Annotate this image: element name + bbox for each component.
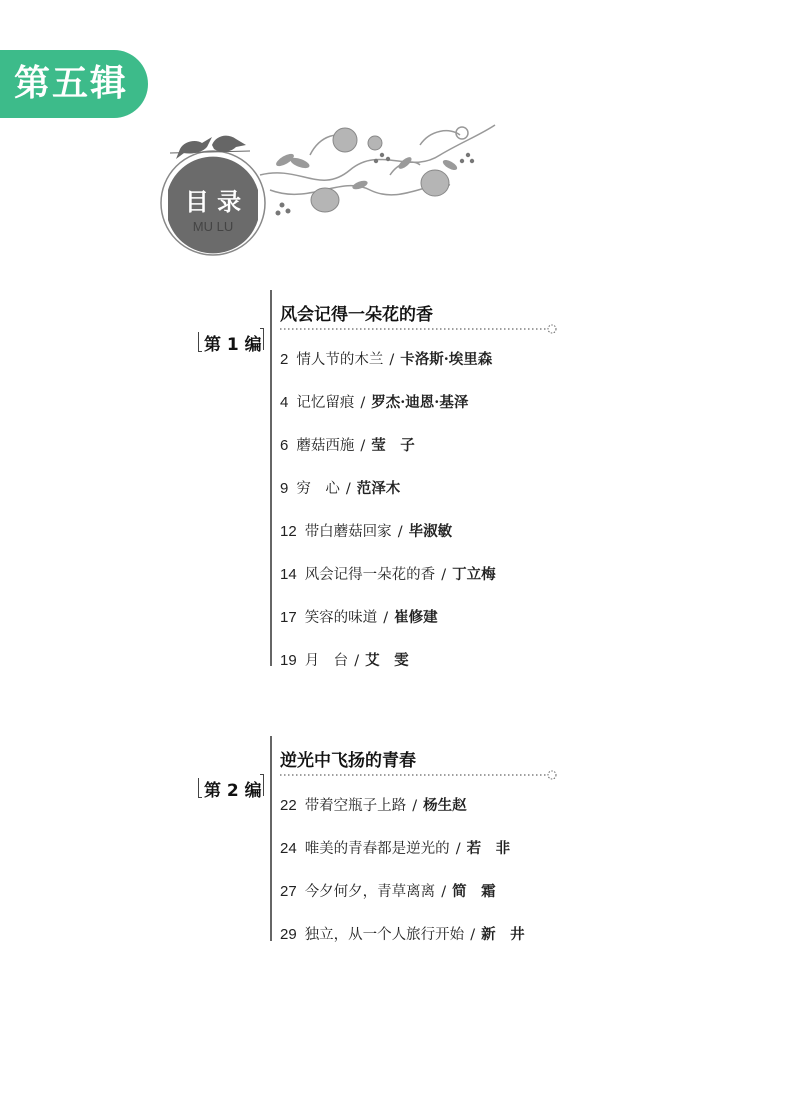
toc-entry[interactable]: 17 笑容的味道 / 崔修建 bbox=[280, 609, 438, 626]
entry-title: 今夕何夕，青草离离 bbox=[304, 884, 436, 900]
entry-title: 穷 心 bbox=[296, 481, 340, 497]
entry-author: 丁立梅 bbox=[452, 566, 496, 583]
entry-title: 笑容的味道 bbox=[304, 610, 378, 626]
entry-author: 毕淑敏 bbox=[408, 523, 453, 540]
page-number: 6 bbox=[280, 437, 289, 454]
toc-entry[interactable]: 22 带着空瓶子上路 / 杨生赵 bbox=[280, 797, 467, 814]
page-number: 9 bbox=[280, 480, 289, 497]
toc-entry[interactable]: 24 唯美的青春都是逆光的 / 若 非 bbox=[280, 840, 511, 857]
section-badge-label: 第 1 编 bbox=[204, 335, 262, 355]
page-number: 27 bbox=[280, 883, 297, 900]
toc-entry[interactable]: 6 蘑菇西施 / 莹 子 bbox=[280, 437, 415, 454]
toc-entry[interactable]: 14 风会记得一朵花的香 / 丁立梅 bbox=[280, 566, 496, 583]
volume-tab: 第五辑 bbox=[0, 50, 148, 118]
entry-title: 风会记得一朵花的香 bbox=[304, 567, 436, 583]
entry-title: 情人节的木兰 bbox=[296, 352, 384, 368]
section-title: 风会记得一朵花的香 bbox=[280, 305, 433, 325]
section-badge bbox=[190, 774, 268, 800]
entry-author: 崔修建 bbox=[394, 609, 438, 626]
entry-author: 新 井 bbox=[481, 926, 525, 943]
entry-title: 唯美的青春都是逆光的 bbox=[304, 841, 450, 857]
section-divider-line bbox=[270, 736, 272, 941]
entry-author: 卡洛斯·埃里森 bbox=[400, 351, 493, 368]
toc-entry[interactable]: 27 今夕何夕，青草离离 / 简 霜 bbox=[280, 883, 496, 900]
entry-author: 艾 雯 bbox=[365, 652, 409, 669]
entry-title: 蘑菇西施 bbox=[296, 438, 355, 454]
entry-author: 罗杰·迪恩·基泽 bbox=[371, 394, 469, 411]
section-divider-line bbox=[270, 290, 272, 666]
section-2 bbox=[190, 736, 610, 946]
toc-entry[interactable]: 2 情人节的木兰 / 卡洛斯·埃里森 bbox=[280, 351, 493, 368]
entry-title: 记忆留痕 bbox=[296, 395, 355, 411]
page-number: 17 bbox=[280, 609, 297, 626]
page-number: 19 bbox=[280, 652, 297, 669]
section-1 bbox=[190, 290, 610, 670]
page-number: 2 bbox=[280, 351, 289, 368]
entry-author: 简 霜 bbox=[452, 883, 496, 900]
flower-icons bbox=[311, 128, 449, 212]
entry-author: 莹 子 bbox=[371, 437, 415, 454]
dotted-rule bbox=[280, 770, 560, 780]
entry-author: 杨生赵 bbox=[423, 797, 467, 814]
toc-entry[interactable]: 19 月 台 / 艾 雯 bbox=[280, 652, 409, 669]
section-badge bbox=[190, 328, 268, 354]
page-number: 24 bbox=[280, 840, 297, 857]
dotted-rule bbox=[280, 324, 560, 334]
contents-title: 目 录 bbox=[184, 188, 242, 216]
entry-title: 带着空瓶子上路 bbox=[304, 798, 407, 814]
entry-title: 带白蘑菇回家 bbox=[304, 524, 392, 540]
page-number: 22 bbox=[280, 797, 297, 814]
entry-title: 独立，从一个人旅行开始 bbox=[304, 927, 465, 943]
entry-author: 范泽木 bbox=[356, 480, 401, 497]
toc-entry[interactable]: 4 记忆留痕 / 罗杰·迪恩·基泽 bbox=[280, 394, 469, 411]
toc-entry[interactable]: 9 穷 心 / 范泽木 bbox=[280, 480, 401, 497]
page-number: 12 bbox=[280, 523, 297, 540]
toc-entry[interactable]: 12 带白蘑菇回家 / 毕淑敏 bbox=[280, 523, 453, 540]
entry-title: 月 台 bbox=[304, 653, 349, 669]
toc-entry[interactable]: 29 独立，从一个人旅行开始 / 新 井 bbox=[280, 926, 525, 943]
contents-header-decoration bbox=[150, 115, 510, 275]
section-title: 逆光中飞扬的青春 bbox=[280, 751, 416, 771]
contents-subtitle: MU LU bbox=[192, 219, 234, 234]
page-number: 29 bbox=[280, 926, 297, 943]
section-badge-label: 第 2 编 bbox=[204, 781, 262, 801]
page-number: 4 bbox=[280, 394, 289, 411]
entry-author: 若 非 bbox=[466, 840, 511, 857]
page-number: 14 bbox=[280, 566, 297, 583]
